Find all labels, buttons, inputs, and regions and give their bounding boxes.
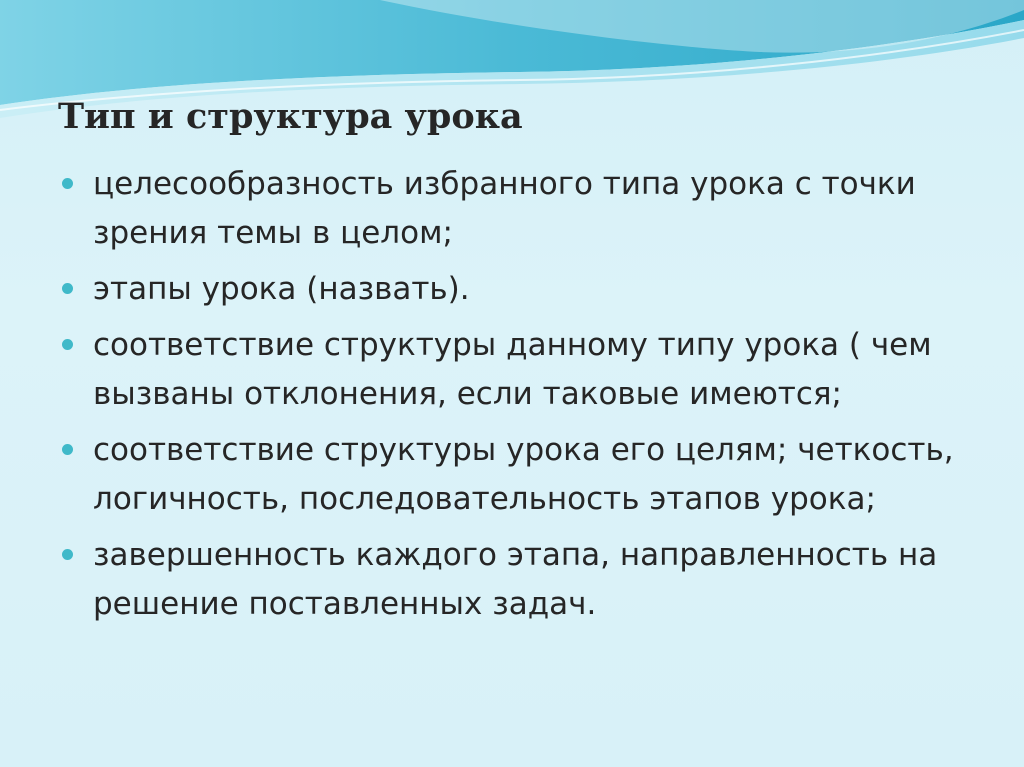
- list-item-text: целесообразность избранного типа урока с точки зрения темы в целом;: [93, 166, 916, 251]
- bullet-dot-icon: [62, 444, 73, 455]
- list-item: [62, 160, 962, 258]
- list-item: [62, 321, 962, 419]
- list-item: [62, 265, 962, 314]
- bullet-dot-icon: [62, 339, 73, 350]
- bullet-dot-icon: [62, 283, 73, 294]
- list-item-text: этапы урока (назвать).: [93, 271, 470, 307]
- list-item-text: завершенность каждого этапа, направленность на решение поставленных задач.: [93, 537, 938, 622]
- list-item-text: соответствие структуры урока его целям; четкость, логичность, последовательность этапов урока;: [93, 432, 954, 517]
- list-item-text: соответствие структуры данному типу урока ( чем вызваны отклонения, если таковые имеются;: [93, 327, 932, 412]
- list-item: [62, 531, 962, 629]
- slide-title: Тип и структура урока: [58, 96, 523, 137]
- bullet-list: [62, 160, 962, 636]
- list-item: [62, 426, 962, 524]
- bullet-dot-icon: [62, 549, 73, 560]
- bullet-dot-icon: [62, 178, 73, 189]
